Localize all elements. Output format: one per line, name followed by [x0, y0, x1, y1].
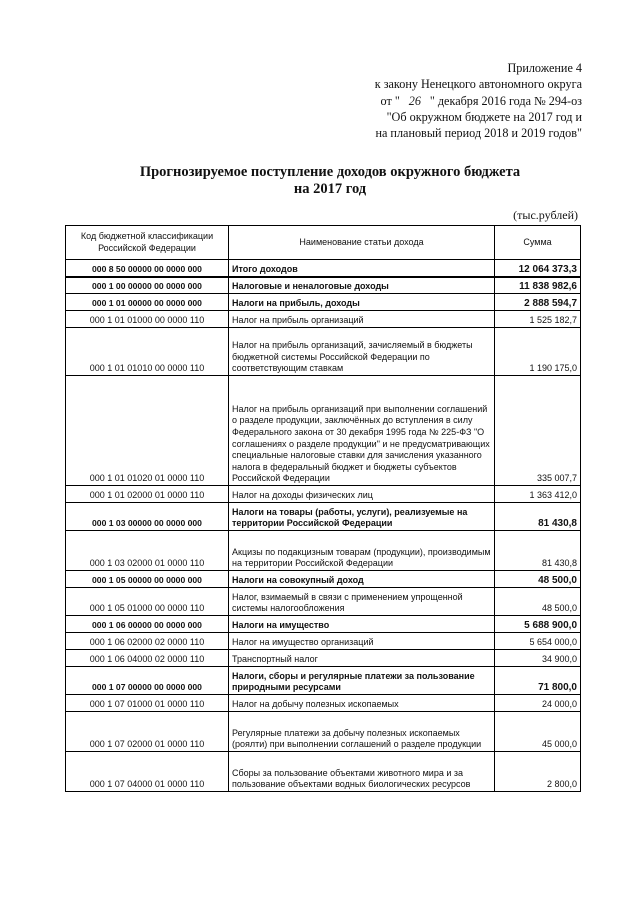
table-row: [66, 616, 581, 633]
row-code: 000 1 01 02000 01 0000 110: [66, 486, 229, 503]
row-name: Налоги на товары (работы, услуги), реализуемые на территории Российской Федерации: [229, 503, 495, 531]
table-row: [66, 588, 581, 616]
table-row: [66, 260, 581, 277]
appendix-law-title-1: "Об окружном бюджете на 2017 год и: [386, 109, 582, 124]
row-code: 000 1 07 01000 01 0000 110: [66, 695, 229, 712]
document-title: [60, 164, 600, 198]
table-row: [66, 633, 581, 650]
header-code: Код бюджетной классификации Российской Федерации: [66, 226, 229, 260]
units-label: (тыс.рублей): [513, 208, 578, 222]
row-sum: 1 190 175,0: [495, 328, 581, 376]
appendix-date: от " 26 " декабря 2016 года № 294-оз: [380, 93, 582, 108]
row-code: 000 1 01 01000 00 0000 110: [66, 311, 229, 328]
handwritten-day: 26: [408, 93, 421, 108]
row-sum: 1 363 412,0: [495, 486, 581, 503]
table-body: [66, 260, 581, 792]
row-sum: 12 064 373,3: [495, 260, 581, 277]
title-line-1: Прогнозируемое поступление доходов окружного бюджета: [139, 164, 521, 180]
row-code: 000 1 06 02000 02 0000 110: [66, 633, 229, 650]
appendix-law: к закону Ненецкого автономного округа: [374, 77, 582, 92]
table-row: [66, 752, 581, 792]
row-name: Налог, взимаемый в связи с применением упрощенной системы налогообложения: [229, 588, 495, 616]
row-sum: 2 888 594,7: [495, 294, 581, 311]
row-code: 000 1 00 00000 00 0000 000: [66, 277, 229, 294]
row-code: 000 1 03 02000 01 0000 110: [66, 531, 229, 571]
table-row: [66, 311, 581, 328]
row-code: 000 1 07 00000 00 0000 000: [66, 667, 229, 695]
appendix-law-title-2: на плановый период 2018 и 2019 годов": [375, 126, 582, 141]
table-row: [66, 376, 581, 486]
row-sum: 5 688 900,0: [495, 616, 581, 633]
row-code: 000 1 01 01010 00 0000 110: [66, 328, 229, 376]
row-sum: 45 000,0: [495, 712, 581, 752]
table-row: [66, 294, 581, 311]
row-name: Налоги на прибыль, доходы: [229, 294, 495, 311]
row-name: Итого доходов: [229, 260, 495, 277]
title-line-2: на 2017 год: [293, 181, 367, 197]
header-name: Наименование статьи дохода: [229, 226, 495, 260]
row-name: Регулярные платежи за добычу полезных ископаемых (роялти) при выполнении соглашений о разделе продукции: [229, 712, 495, 752]
table-header-row: [66, 226, 581, 260]
row-name: Транспортный налог: [229, 650, 495, 667]
row-sum: 2 800,0: [495, 752, 581, 792]
row-code: 000 1 01 00000 00 0000 000: [66, 294, 229, 311]
row-name: Налог на доходы физических лиц: [229, 486, 495, 503]
row-code: 000 1 06 00000 00 0000 000: [66, 616, 229, 633]
table-row: [66, 503, 581, 531]
row-name: Налог на имущество организаций: [229, 633, 495, 650]
row-sum: 48 500,0: [495, 588, 581, 616]
row-sum: 5 654 000,0: [495, 633, 581, 650]
row-name: Налоги на имущество: [229, 616, 495, 633]
table-row: [66, 712, 581, 752]
table-row: [66, 667, 581, 695]
row-code: 000 1 06 04000 02 0000 110: [66, 650, 229, 667]
row-name: Налоги на совокупный доход: [229, 571, 495, 588]
row-name: Налог на прибыль организаций при выполнении соглашений о разделе продукции, заключённых до вступления в силу Федерального закона от 30 декабря 1995 года № 225-ФЗ "О соглашениях о разделе продукции" и не предусматривающих специальные налоговые ставки для зачисления указанного налога в федеральный бюджет и бюджеты субъектов Российской Федерации: [229, 376, 495, 486]
row-name: Налог на прибыль организаций, зачисляемый в бюджеты бюджетной системы Российской Федерации по соответствующим ставкам: [229, 328, 495, 376]
row-code: 000 8 50 00000 00 0000 000: [66, 260, 229, 277]
header-sum: Сумма: [495, 226, 581, 260]
row-code: 000 1 07 02000 01 0000 110: [66, 712, 229, 752]
row-sum: 81 430,8: [495, 531, 581, 571]
row-name: Налоговые и неналоговые доходы: [229, 277, 495, 294]
row-sum: 34 900,0: [495, 650, 581, 667]
row-code: 000 1 05 00000 00 0000 000: [66, 571, 229, 588]
row-code: 000 1 03 00000 00 0000 000: [66, 503, 229, 531]
row-sum: 24 000,0: [495, 695, 581, 712]
table-row: [66, 571, 581, 588]
row-sum: 71 800,0: [495, 667, 581, 695]
row-sum: 11 838 982,6: [495, 277, 581, 294]
row-name: Налог на прибыль организаций: [229, 311, 495, 328]
table-row: [66, 277, 581, 294]
table-row: [66, 695, 581, 712]
row-code: 000 1 01 01020 01 0000 110: [66, 376, 229, 486]
appendix-number: Приложение 4: [507, 61, 582, 75]
row-code: 000 1 07 04000 01 0000 110: [66, 752, 229, 792]
appendix-header: [375, 60, 582, 141]
row-sum: 81 430,8: [495, 503, 581, 531]
table-row: [66, 328, 581, 376]
table-row: [66, 650, 581, 667]
revenue-table: [65, 225, 581, 792]
row-sum: 48 500,0: [495, 571, 581, 588]
row-sum: 1 525 182,7: [495, 311, 581, 328]
row-name: Сборы за пользование объектами животного мира и за пользование объектами водных биологических ресурсов: [229, 752, 495, 792]
row-code: 000 1 05 01000 00 0000 110: [66, 588, 229, 616]
row-name: Акцизы по подакцизным товарам (продукции), производимым на территории Российской Федерации: [229, 531, 495, 571]
table-row: [66, 531, 581, 571]
row-name: Налог на добычу полезных ископаемых: [229, 695, 495, 712]
row-name: Налоги, сборы и регулярные платежи за пользование природными ресурсами: [229, 667, 495, 695]
row-sum: 335 007,7: [495, 376, 581, 486]
table-row: [66, 486, 581, 503]
